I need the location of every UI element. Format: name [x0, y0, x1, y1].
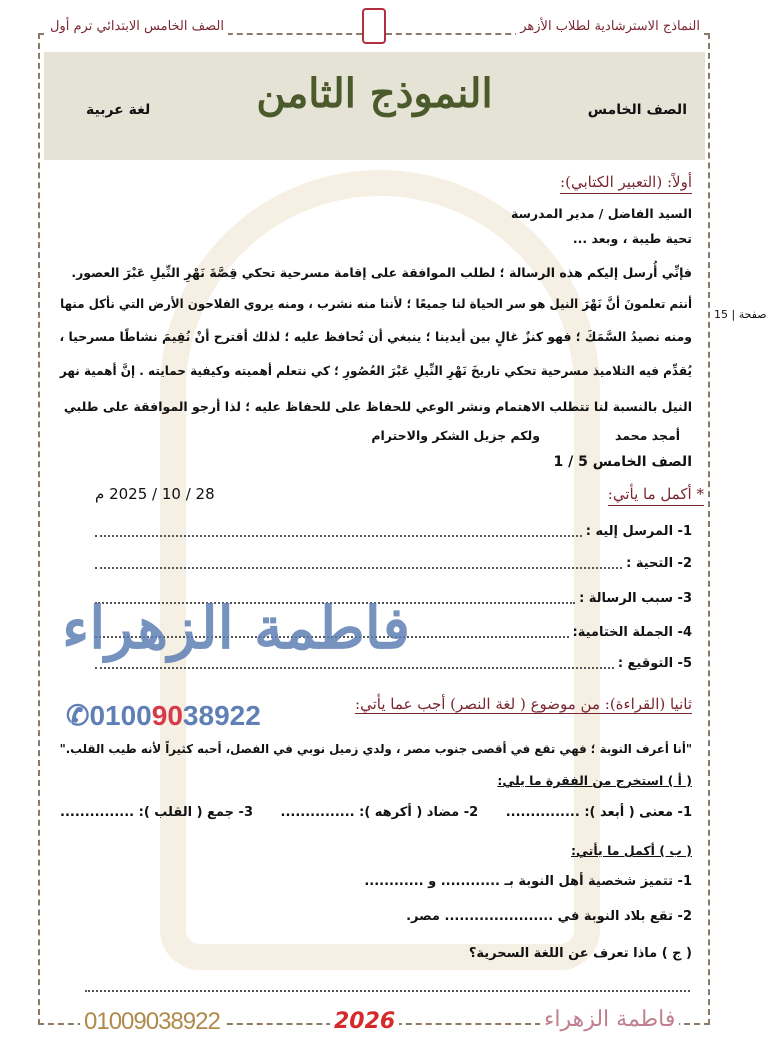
header	[44, 52, 705, 160]
date: 28 / 10 / 2025 م	[95, 485, 215, 503]
phone-part: 90	[151, 700, 183, 731]
item-label: 2- التحية :	[626, 556, 692, 571]
footer-logo: فاطمة الزهراء	[540, 1006, 679, 1034]
item-label: 1- المرسل إليه :	[585, 524, 692, 539]
part-b-heading: ( ب ) أكمل ما يأتي:	[571, 843, 692, 858]
whatsapp-icon: ✆	[66, 700, 90, 731]
letter-line: النيل بالنسبة لنا تتطلب الاهتمام ونشر الوعي للحفاظ على للحفاظ عليه ؛ لذا أرجو الموافقة على طلبي	[63, 399, 692, 414]
part-a-items	[60, 804, 692, 822]
part-c-question: ( ج ) ماذا تعرف عن اللغة السحرية؟	[468, 946, 692, 961]
letter-line: ومنه نصيدُ السَّمَكَ ؛ فهو كنزٌ غالٍ بين أيدينا ؛ ينبغي أن تُحافظ عليه ؛ لذلك أقترح أنْ نُقِيمَ نشاطًا مسرحيا ،	[59, 329, 693, 344]
signature: أمجد محمد	[615, 428, 680, 443]
part-a-heading: ( أ ) استخرج من الفقرة ما يلي:	[497, 773, 692, 788]
section1-heading: أولاً: (التعبير الكتابي):	[560, 172, 692, 194]
part-b-item: 1- تتميز شخصية أهل النوبة بـ ............ و ............	[364, 874, 692, 889]
complete-heading: * أكمل ما يأتي:	[608, 484, 704, 506]
letter-line: تحية طيبة ، وبعد ...	[572, 231, 692, 246]
letter-line: أنتم تعلمونَ أنَّ نَهْرَ النيل هو سر الحياة لنا جميعًا ؛ لأننا منه نشرب ، ومنه يروي الفلاحون الأرض التي نأكل منها	[60, 296, 693, 311]
footer-year: 2026	[330, 1008, 399, 1036]
top-bar-right: النماذج الاسترشادية لطلاب الأزهر	[516, 18, 704, 36]
part-a-item: 1- معنى ( أبعد ): ...............	[505, 805, 692, 820]
phone-part: 0100	[89, 700, 152, 731]
passage: "أنا أعرف النوبة ؛ فهي تقع في أقصى جنوب مصر ، ولدي زميل نوبي في الفصل، أحبه كثيراً لأنه طيب القلب."	[59, 742, 693, 756]
answer-blank[interactable]	[95, 523, 582, 537]
item-label: 3- سبب الرسالة :	[579, 591, 692, 606]
answer-blank[interactable]	[95, 555, 622, 569]
part-a-item: 2- مضاد ( أكرهه ): ...............	[280, 805, 479, 820]
letter-line: يُقدِّم فيه التلاميذ مسرحية تحكي تاريخَ نَهْرِ النِّيلِ عَبْرَ العُصُورِ ؛ كي نتعلم أهميته وكيفية حمايته . إنَّ أهمية نهر	[59, 363, 692, 378]
logo-icon	[362, 8, 386, 44]
letter-line: السيد الفاضل / مدير المدرسة	[511, 206, 692, 221]
item-label: 5- التوقيع :	[617, 656, 692, 671]
part-b-item: 2- تقع بلاد النوبة في ...................... مصر.	[406, 909, 692, 924]
answer-blank[interactable]	[85, 990, 690, 992]
page-number: صفحة | 15	[714, 308, 767, 321]
class: الصف الخامس 5 / 1	[553, 454, 692, 470]
section2-heading	[330, 694, 692, 715]
subject: لغة عربية	[86, 102, 151, 118]
grade: الصف الخامس	[587, 102, 687, 118]
part-a-item: 3- جمع ( القلب ): ...............	[60, 805, 253, 820]
watermark-name: فاطمة الزهراء	[62, 594, 411, 662]
top-bar-left: الصف الخامس الابتدائي ترم أول	[46, 18, 228, 36]
closing: ولكم جزيل الشكر والاحترام	[371, 428, 540, 443]
answer-sender[interactable]	[95, 523, 692, 541]
footer-phone: 01009038922	[80, 1008, 224, 1036]
letter-line: فإنِّي أُرسل إليكم هذه الرسالة ؛ لطلب الموافقة على إقامة مسرحية تحكي قِصَّةَ نَهْرِ النِّيلِ عَبْرَ العصور.	[71, 265, 692, 280]
watermark-phone	[66, 700, 261, 732]
section2-heading-text: ثانيا (القراءة): من موضوع ( لغة النصر) أجب عما يأتي:	[355, 695, 692, 713]
answer-greeting[interactable]	[95, 555, 692, 573]
page-title: النموذج الثامن	[256, 70, 493, 117]
item-label: 4- الجملة الختامية:	[572, 625, 692, 640]
phone-part: 38922	[182, 700, 261, 731]
